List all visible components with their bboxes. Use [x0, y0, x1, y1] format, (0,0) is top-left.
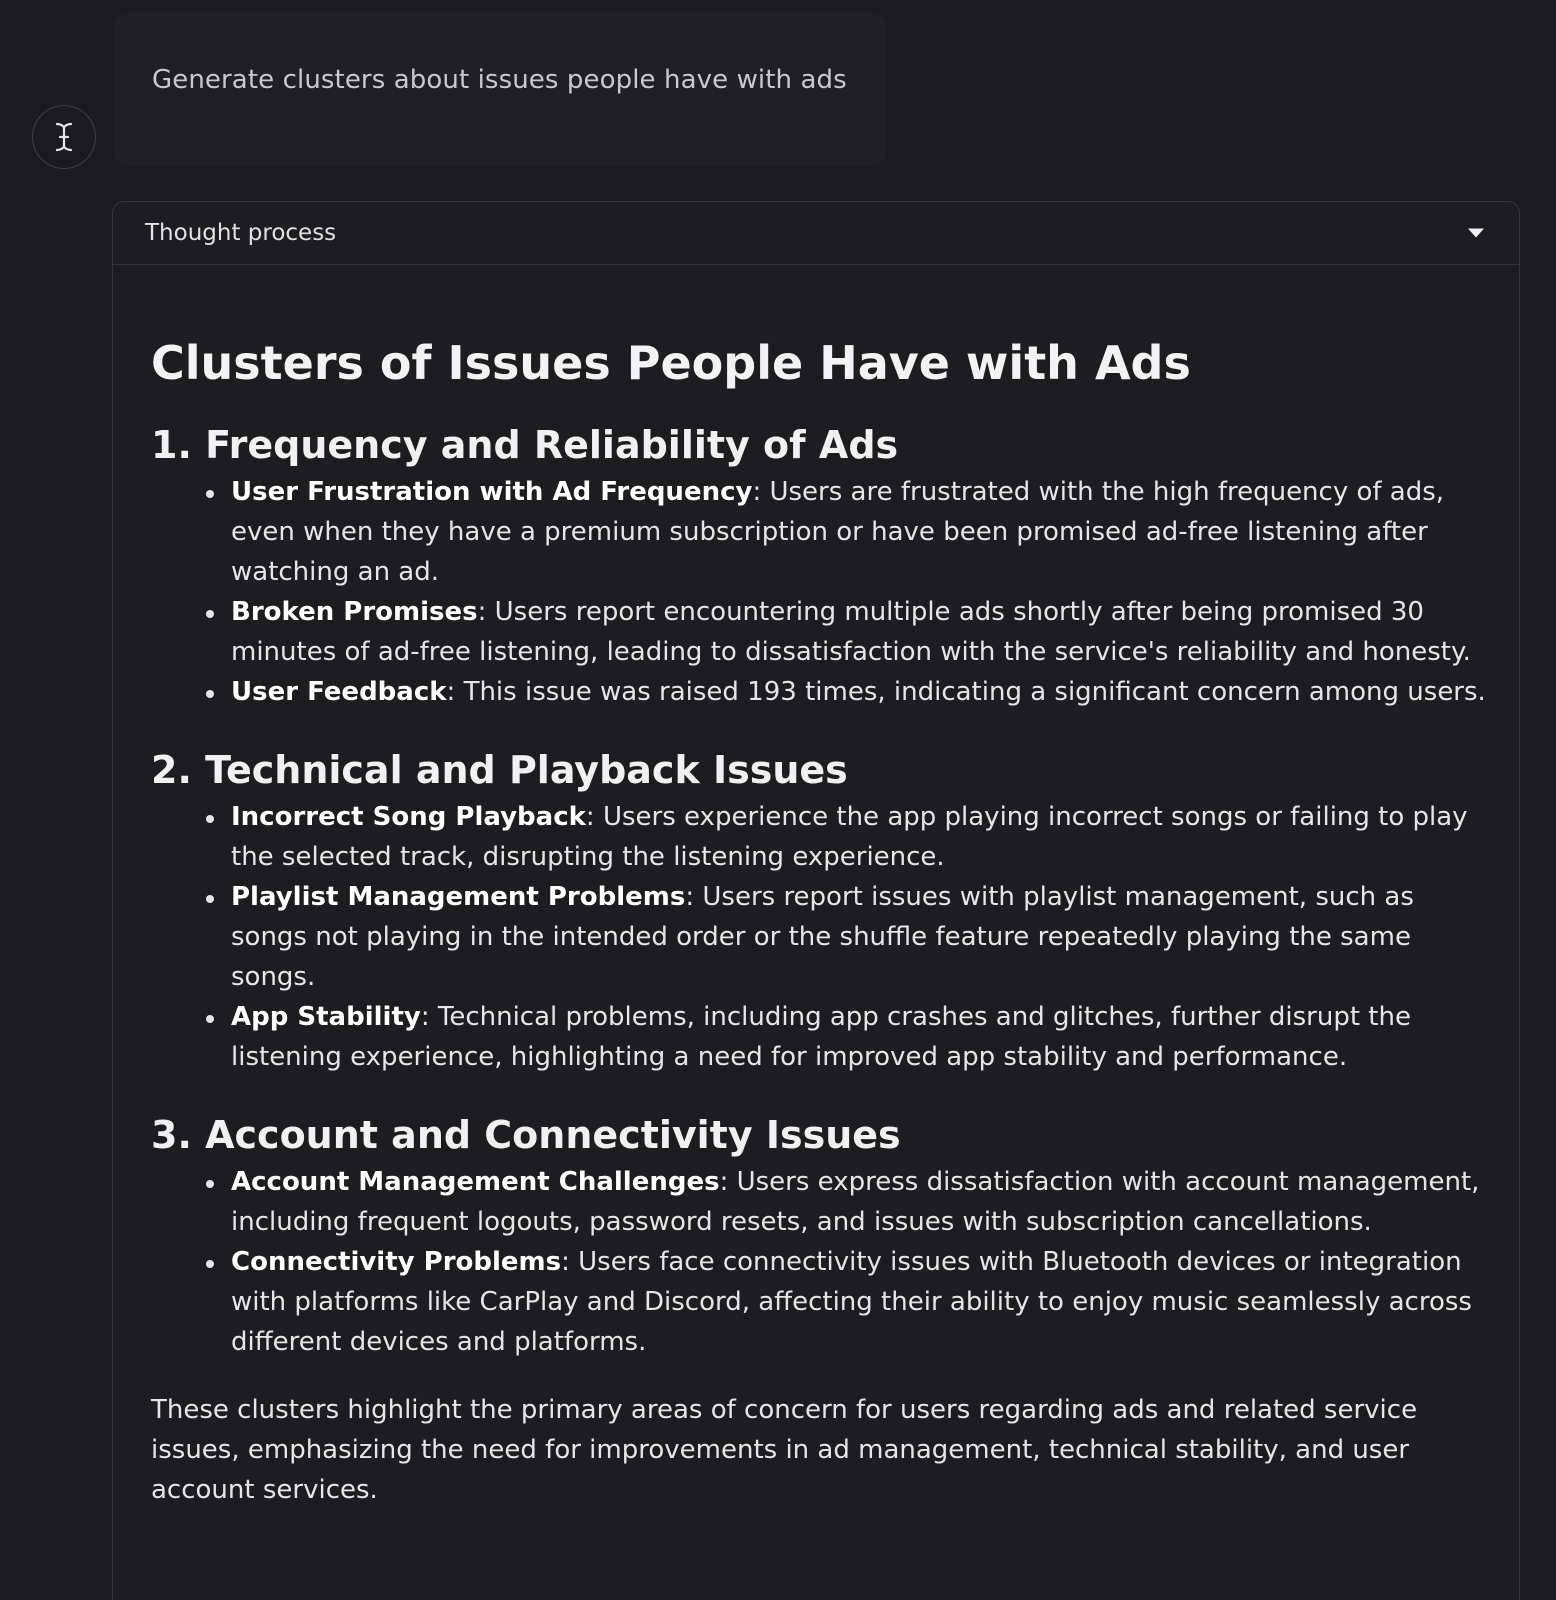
- edit-prompt-button[interactable]: [32, 105, 96, 169]
- bullet-text: : Users report encountering multiple ads shortly after being promised 30 minutes of ad-free listening, leading to dissatisfaction with the service's reliability and honesty.: [231, 597, 1471, 667]
- user-prompt-bubble: [114, 12, 886, 166]
- bullet-text: : This issue was raised 193 times, indicating a significant concern among users.: [446, 677, 1486, 707]
- summary-paragraph: These clusters highlight the primary areas of concern for users regarding ads and related service issues, emphasizing the need for improvements in ad management, technical stability, and user account services.: [151, 1395, 1418, 1505]
- bullet-term: User Frustration with Ad Frequency: [231, 477, 753, 507]
- bullet-list: [151, 797, 1493, 1077]
- bullet-term: Playlist Management Problems: [231, 882, 686, 912]
- section-heading: 1. Frequency and Reliability of Ads: [151, 423, 899, 467]
- thought-process-label: Thought process: [145, 220, 337, 246]
- response-title: Clusters of Issues People Have with Ads: [151, 336, 1191, 390]
- bullet-text: : Users are frustrated with the high frequency of ads, even when they have a premium subscription or have been promised ad-free listening after watching an ad.: [231, 477, 1445, 587]
- bullet-term: App Stability: [231, 1002, 421, 1032]
- bullet-list: [151, 472, 1493, 712]
- user-prompt-text: Generate clusters about issues people have with ads: [152, 65, 847, 95]
- bullet-text: : Users report issues with playlist management, such as songs not playing in the intended order or the shuffle feature repeatedly playing the same songs.: [231, 882, 1414, 992]
- response-card: [112, 201, 1520, 1600]
- bullet-text: : Users experience the app playing incorrect songs or failing to play the selected track, disrupting the listening experience.: [231, 802, 1468, 872]
- list-item: [231, 797, 1493, 877]
- bullet-term: User Feedback: [231, 677, 447, 707]
- list-item: [231, 672, 1493, 712]
- list-item: [231, 877, 1493, 997]
- list-item: [231, 472, 1493, 592]
- bullet-term: Connectivity Problems: [231, 1247, 562, 1277]
- list-item: [231, 1162, 1493, 1242]
- bullet-text: : Users face connectivity issues with Bluetooth devices or integration with platforms like CarPlay and Discord, affecting their ability to enjoy music seamlessly across different devices and platforms.: [231, 1247, 1472, 1357]
- bullet-term: Incorrect Song Playback: [231, 802, 586, 832]
- section-heading: 2. Technical and Playback Issues: [151, 748, 848, 792]
- bullet-term: Account Management Challenges: [231, 1167, 720, 1197]
- chevron-down-icon: [1467, 227, 1485, 239]
- thought-process-toggle[interactable]: [113, 202, 1519, 265]
- list-item: [231, 1242, 1493, 1362]
- section-heading: 3. Account and Connectivity Issues: [151, 1113, 901, 1157]
- bullet-term: Broken Promises: [231, 597, 478, 627]
- text-cursor-icon: [53, 121, 75, 153]
- bullet-text: : Users express dissatisfaction with account management, including frequent logouts, password resets, and issues with subscription cancellations.: [231, 1167, 1480, 1237]
- bullet-list: [151, 1162, 1493, 1362]
- list-item: [231, 997, 1493, 1077]
- bullet-text: : Technical problems, including app crashes and glitches, further disrupt the listening experience, highlighting a need for improved app stability and performance.: [231, 1002, 1411, 1072]
- list-item: [231, 592, 1493, 672]
- response-content: [113, 335, 1519, 1510]
